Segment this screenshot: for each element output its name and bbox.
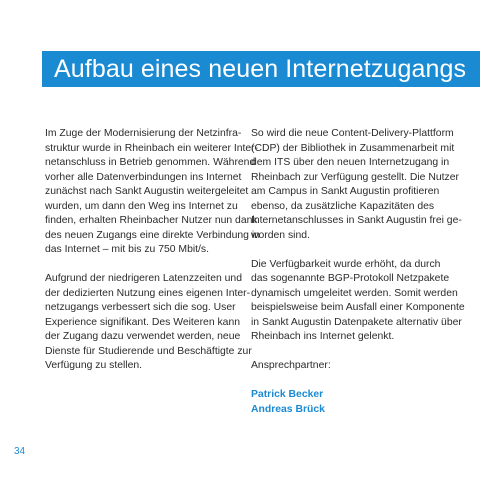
text-line: am Campus in Sankt Augustin profitieren — [251, 186, 440, 197]
right-text-column — [251, 127, 465, 417]
text-line: So wird die neue Content-Delivery-Plattform — [251, 128, 454, 139]
text-line: beispielsweise beim Ausfall einer Komponente — [251, 302, 465, 313]
text-line: Im Zuge der Modernisierung der Netzinfra- — [45, 128, 242, 139]
page-title: Aufbau eines neuen Internetzugangs — [54, 55, 467, 83]
text-line: struktur wurde in Rheinbach ein weiterer Inter- — [45, 142, 259, 154]
text-line: Die Verfügbarkeit wurde erhöht, da durch — [251, 258, 441, 270]
contact-name[interactable]: Patrick Becker — [251, 389, 324, 400]
text-line: Rheinbach ins Internet gelenkt. — [251, 331, 395, 342]
text-line: der dedizierten Nutzung eines eigenen Inter- — [45, 287, 251, 299]
title-banner — [42, 51, 480, 87]
text-line: der Zugang dazu verwendet werden, neue — [45, 331, 241, 342]
text-line: Internetanschlusses in Sankt Augustin frei ge- — [251, 215, 462, 226]
text-line: vorher alle Datenverbindungen ins Internet — [45, 171, 242, 183]
text-line: in Sankt Augustin Datenpakete alternativ über — [251, 316, 462, 328]
body-paragraph — [45, 272, 252, 374]
contact-name[interactable]: Andreas Brück — [251, 403, 325, 415]
page-number: 34 — [14, 446, 26, 457]
text-line: netanschluss in Betrieb genommen. Während — [45, 157, 256, 168]
text-line: Verfügung zu stellen. — [45, 360, 143, 371]
text-line: Dienste für Studierende und Beschäftigte zur — [45, 345, 252, 357]
text-line: Experience signifikant. Des Weiteren kann — [45, 316, 241, 328]
text-line: finden, erhalten Rheinbacher Nutzer nun dank — [45, 215, 258, 226]
text-line: (CDP) der Bibliothek in Zusammenarbeit mit — [251, 142, 455, 154]
text-line: zunächst nach Sankt Augustin weitergeleitet — [45, 186, 249, 197]
text-line: das sogenannte BGP-Protokoll Netzpakete — [251, 273, 450, 284]
body-paragraph — [45, 127, 260, 258]
text-line: dynamisch umgeleitet werden. Somit werden — [251, 287, 458, 299]
text-line: des neuen Zugangs eine direkte Verbindung in — [45, 229, 260, 241]
text-line: worden sind. — [251, 229, 310, 241]
text-line: Rheinbach zur Verfügung gestellt. Die Nutzer — [251, 171, 459, 183]
text-line: dem ITS über den neuen Internetzugang in — [251, 157, 450, 168]
text-line: netzugangs verbessert sich die sog. User — [45, 302, 236, 313]
text-line: das Internet – mit bis zu 750 Mbit/s. — [45, 244, 210, 255]
contact-label: Ansprechpartner: — [251, 360, 331, 371]
left-text-column — [45, 127, 260, 388]
text-line: Aufgrund der niedrigeren Latenzzeiten und — [45, 273, 242, 284]
body-paragraph — [251, 127, 462, 243]
text-line: ebenso, da zusätzliche Kapazitäten des — [251, 200, 435, 212]
body-paragraph — [251, 258, 465, 345]
text-line: wurden, um dann den Weg ins Internet zu — [45, 200, 238, 212]
